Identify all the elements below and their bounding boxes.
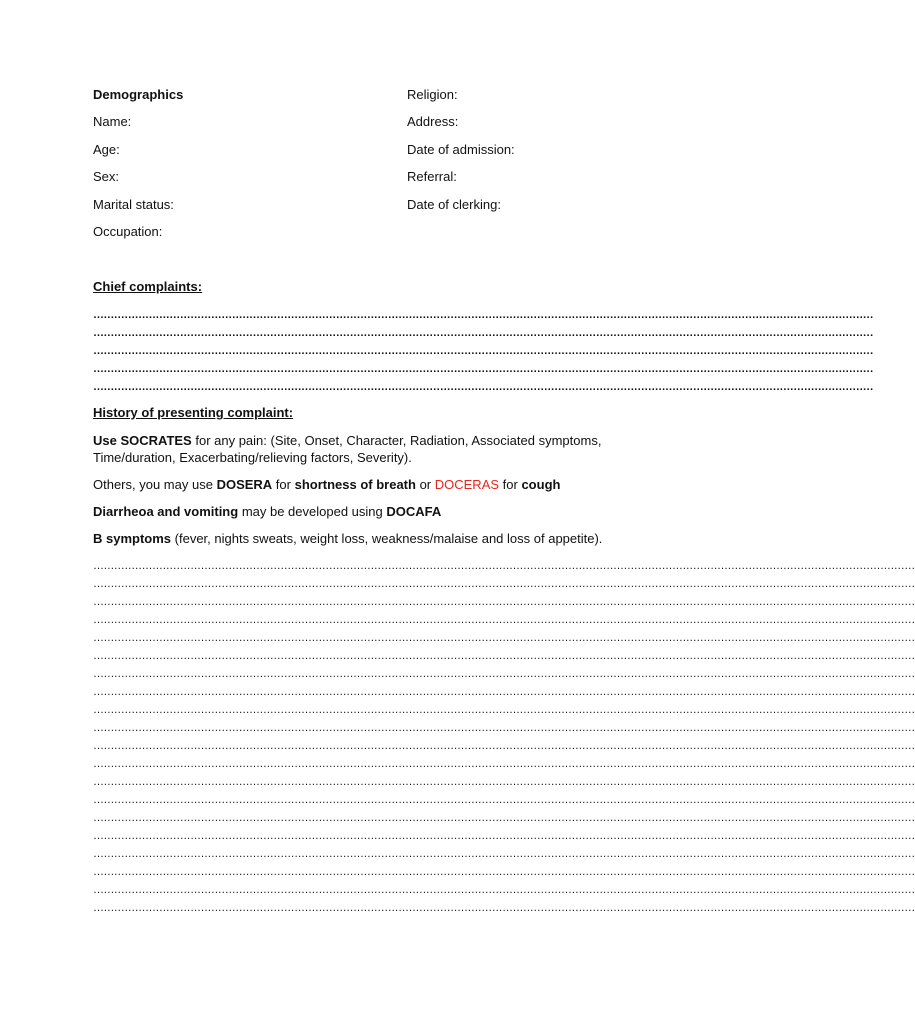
- hpc-line[interactable]: …………………………………………………………………………………………………………………………………………………………………………………………………………………: [93, 740, 915, 752]
- demographics-heading: Demographics: [93, 87, 184, 102]
- hpc-lines: [93, 557, 915, 917]
- clerking-form-page: [93, 86, 915, 917]
- hpc-line[interactable]: …………………………………………………………………………………………………………………………………………………………………………………………………………………: [93, 830, 915, 842]
- socrates-paragraph: [93, 432, 673, 466]
- field-address: Address:: [407, 114, 459, 130]
- demographics-right-column: [407, 86, 515, 223]
- hpc-line[interactable]: …………………………………………………………………………………………………………………………………………………………………………………………………………………: [93, 758, 915, 770]
- chief-complaint-line[interactable]: ………………………………………………………………………………………………………………………………………………………………………………………………………: [93, 345, 874, 357]
- doceras-term: DOCERAS: [434, 477, 500, 492]
- hpc-line[interactable]: …………………………………………………………………………………………………………………………………………………………………………………………………………………: [93, 794, 915, 806]
- chief-complaint-line[interactable]: ………………………………………………………………………………………………………………………………………………………………………………………………………: [93, 309, 874, 321]
- field-sex: Sex:: [93, 169, 120, 185]
- b-symptoms-text: (fever, nights sweats, weight loss, weakness/malaise and loss of appetite).: [171, 531, 603, 546]
- hpc-line[interactable]: …………………………………………………………………………………………………………………………………………………………………………………………………………………: [93, 686, 915, 698]
- hpc-line[interactable]: …………………………………………………………………………………………………………………………………………………………………………………………………………………: [93, 848, 915, 860]
- hpc-line[interactable]: …………………………………………………………………………………………………………………………………………………………………………………………………………………: [93, 812, 915, 824]
- dv-term: Diarrheoa and vomiting: [93, 504, 239, 519]
- hpc-line[interactable]: …………………………………………………………………………………………………………………………………………………………………………………………………………………: [93, 668, 915, 680]
- field-marital-status: Marital status:: [93, 196, 174, 212]
- demographics-section: [93, 86, 673, 246]
- cough-term: cough: [521, 477, 561, 492]
- hpc-line[interactable]: …………………………………………………………………………………………………………………………………………………………………………………………………………………: [93, 632, 915, 644]
- dv-text: may be developed using: [238, 504, 387, 519]
- b-symptoms-term: B symptoms: [93, 531, 172, 546]
- chief-complaint-line[interactable]: ………………………………………………………………………………………………………………………………………………………………………………………………………: [93, 381, 874, 393]
- hpc-line[interactable]: …………………………………………………………………………………………………………………………………………………………………………………………………………………: [93, 704, 915, 716]
- hpc-line[interactable]: …………………………………………………………………………………………………………………………………………………………………………………………………………………: [93, 596, 915, 608]
- chief-complaint-line[interactable]: ………………………………………………………………………………………………………………………………………………………………………………………………………: [93, 327, 874, 339]
- socrates-description: for any pain: (Site, Onset, Character, Radiation, Associated symptoms, Time/duration, Exacerbating/relieving factors, Severity).: [93, 433, 602, 465]
- demographics-left-column: [93, 86, 183, 250]
- dosera-term: DOSERA: [216, 477, 273, 492]
- field-referral: Referral:: [407, 169, 457, 185]
- hpc-line[interactable]: …………………………………………………………………………………………………………………………………………………………………………………………………………………: [93, 614, 915, 626]
- hpc-line[interactable]: …………………………………………………………………………………………………………………………………………………………………………………………………………………: [93, 776, 915, 788]
- field-date-of-clerking: Date of clerking:: [407, 196, 501, 212]
- hpc-line[interactable]: …………………………………………………………………………………………………………………………………………………………………………………………………………………: [93, 578, 915, 590]
- hpc-line[interactable]: …………………………………………………………………………………………………………………………………………………………………………………………………………………: [93, 650, 915, 662]
- field-religion: Religion:: [407, 87, 458, 102]
- hpc-line[interactable]: …………………………………………………………………………………………………………………………………………………………………………………………………………………: [93, 722, 915, 734]
- chief-complaint-line[interactable]: ………………………………………………………………………………………………………………………………………………………………………………………………………: [93, 363, 874, 375]
- hpc-line[interactable]: …………………………………………………………………………………………………………………………………………………………………………………………………………………: [93, 884, 915, 896]
- others-text-3: or: [415, 477, 435, 492]
- sob-term: shortness of breath: [294, 477, 416, 492]
- others-text-2: for: [272, 477, 295, 492]
- others-text-4: for: [499, 477, 522, 492]
- field-date-of-admission: Date of admission:: [407, 141, 515, 157]
- hpc-line[interactable]: …………………………………………………………………………………………………………………………………………………………………………………………………………………: [93, 560, 915, 572]
- others-text-1: Others, you may use: [93, 477, 217, 492]
- others-paragraph: [93, 476, 673, 493]
- hpc-line[interactable]: …………………………………………………………………………………………………………………………………………………………………………………………………………………: [93, 866, 915, 878]
- field-name: Name:: [93, 114, 132, 130]
- chief-complaints-heading: Chief complaints:: [93, 279, 203, 294]
- field-age: Age:: [93, 141, 120, 157]
- hpc-line[interactable]: …………………………………………………………………………………………………………………………………………………………………………………………………………………: [93, 902, 915, 914]
- b-symptoms-paragraph: [93, 530, 673, 547]
- field-occupation: Occupation:: [93, 223, 163, 239]
- socrates-term: Use SOCRATES: [93, 433, 192, 448]
- docafa-term: DOCAFA: [386, 504, 442, 519]
- chief-complaints-lines: [93, 306, 874, 396]
- dv-paragraph: [93, 503, 673, 520]
- hpc-heading: History of presenting complaint:: [93, 405, 294, 420]
